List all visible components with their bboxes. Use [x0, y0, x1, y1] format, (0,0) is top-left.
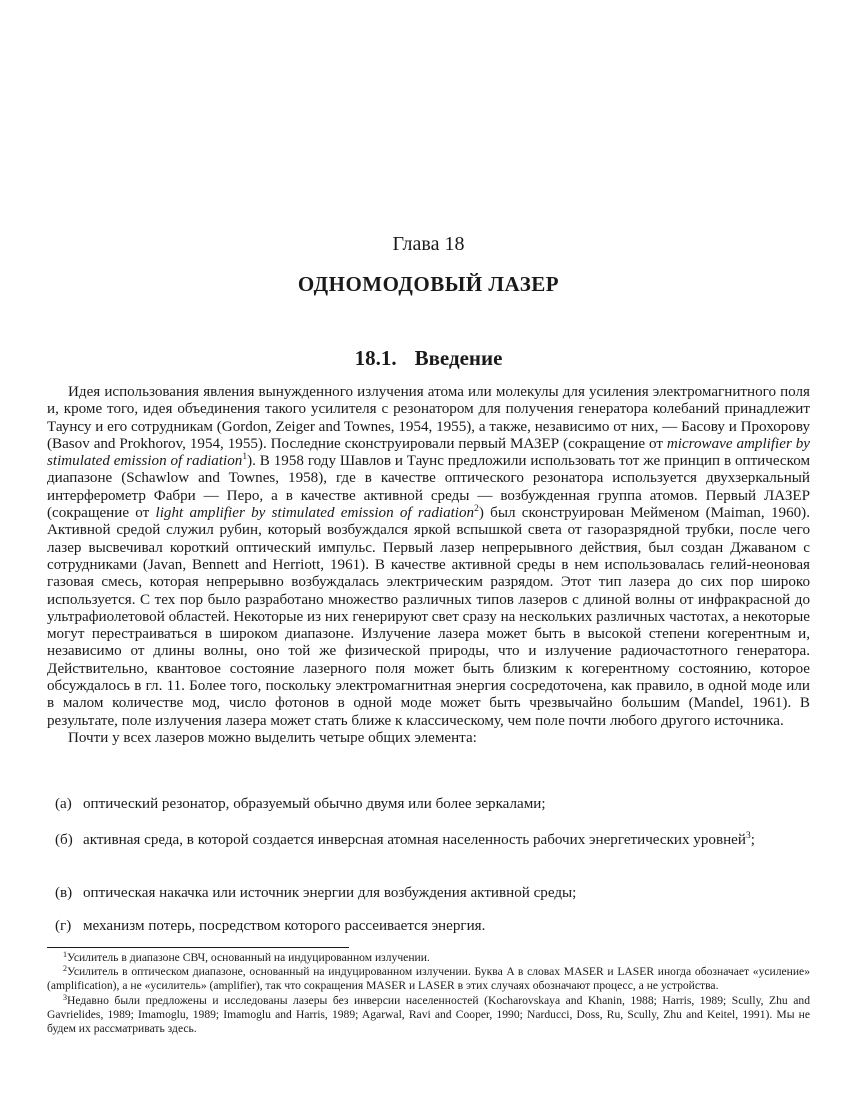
- list-item-text: механизм потерь, посредством которого рассеивается энергия.: [83, 918, 486, 934]
- footnote-number: 2: [63, 964, 67, 974]
- footnote-3: [47, 994, 810, 1037]
- list-marker: (в): [55, 885, 73, 901]
- paragraph-intro-part3: ) был сконструирован Мейменом (Maiman, 1960). Активной средой служил рубин, который возбуждался яркой вспышкой света от газоразрядной трубки, после чего лазер высвечивал короткий оптический импульс. Первый лазер непрерывного действия, был создан Джаваном с сотрудниками (Javan, Bennett and Herriott, 1961). В качестве активной среды в нем использовалась гелий-неоновая газовая смесь, которая непрерывно возбуждалась электрическим разрядом. Этот тип лазера до сих пор широко используется. С тех пор было разработано множество различных типов лазеров с длиной волны от инфракрасной до ультрафиолетовой областей. Некоторые из них генерируют свет сразу на нескольких различных частотах, а некоторые могут перестраиваться в широком диапазоне. Излучение лазера может быть в высокой степени когерентным и, независимо от длины волны, оно той же физической природы, что и излучение радиочастотного генератора. Действительно, квантовое состояние лазерного поля может быть близким к когерентному состоянию, которое обсуждалось в гл. 11. Более того, поскольку электромагнитная энергия сосредоточена, как правило, в одной моде или в малом количестве мод, число фотонов в одной моде может быть чрезвычайно большим (Mandel, 1961). В результате, поле излучения лазера может стать ближе к классическому, чем поле почти любого другого источника.: [47, 505, 810, 729]
- footnote-ref-1[interactable]: 1: [242, 452, 248, 463]
- list-marker: (б): [55, 832, 73, 848]
- paragraph-intro: [47, 384, 810, 730]
- footnote-number: 1: [63, 950, 67, 959]
- list-marker: (а): [55, 796, 72, 812]
- paragraph-intro-part1: Идея использования явления вынужденного излучения атома или молекулы для усиления электромагнитного поля и, кроме того, идея объединения такого усилителя с резонатором для получения генератора колебаний принадлежит Таунсу и его сотрудникам (Gordon, Zeiger and Townes, 1954, 1955), а также, независимо от них, — Басову и Прохорову (Basov and Prokhorov, 1954, 1955). Последние сконструировали первый МАЗЕР (сокращение от: [47, 384, 810, 452]
- footnote-number: 3: [63, 992, 67, 1002]
- list-item-text-tail: ;: [750, 832, 755, 848]
- section-title: Введение: [414, 346, 503, 370]
- footnotes: [47, 951, 810, 1036]
- list-item: [47, 832, 810, 849]
- laser-expansion: light amplifier by stimulated emission of radiation: [155, 505, 475, 522]
- section-number: 18.1.: [354, 346, 397, 370]
- list-item-text: оптическая накачка или источник энергии для возбуждения активной среды;: [83, 885, 577, 901]
- footnote-text: Недавно были предложены и исследованы лазеры без инверсии населенностей (Kocharovskaya and Khanin, 1988; Harris, 1989; Scully, Zhu and Gavrielides, 1989; Imamoglu, 1989; Imamoglu and Harris, 1989; Agarwal, Ravi and Cooper, 1990; Narducci, Doss, Ru, Scully, Zhu and Keitel, 1991). Мы не будем их рассматривать здесь.: [47, 993, 810, 1036]
- chapter-label: Глава 18: [392, 233, 465, 255]
- footnote-text: Усилитель в оптическом диапазоне, основанный на индуцированном излучении. Буква A в словах MASER и LASER иногда обозначает «усиление» (amplification), а не «усилитель» (amplifier), так что сокращения MASER и LASER в этих случаях обозначают процесс, а не устройства.: [47, 965, 810, 993]
- chapter-title: ОДНОМОДОВЫЙ ЛАЗЕР: [297, 272, 560, 296]
- section-heading: [47, 346, 810, 371]
- list-item: [47, 796, 810, 813]
- list-item-text-main: активная среда, в которой создается инверсная атомная населенность рабочих энергетических уровней: [83, 832, 746, 848]
- footnote-separator: [47, 947, 349, 948]
- footnote-ref-2[interactable]: 2: [474, 504, 479, 515]
- list-item: [47, 918, 810, 935]
- list-item-text: оптический резонатор, образуемый обычно двумя или более зеркалами;: [83, 796, 546, 812]
- maser-expansion: microwave amplifier by stimulated emission of radiation: [47, 435, 810, 470]
- list-marker: (г): [55, 918, 72, 934]
- paragraph-elements-intro: Почти у всех лазеров можно выделить четыре общих элемента:: [68, 729, 477, 746]
- list-item-text: [83, 832, 810, 849]
- paragraph-intro-part2: ). В 1958 году Шавлов и Таунс предложили использовать тот же принцип в оптическом диапазоне (Schawlow and Townes, 1958), где в качестве оптического резонатора используется двухзеркальный интерферометр Фабри — Перо, а в качестве активной среды — возбужденная группа атомов. Первый ЛАЗЕР (сокращение от: [47, 453, 811, 522]
- footnote-1: [47, 951, 810, 965]
- body-text: [47, 384, 810, 747]
- list-item: [47, 885, 810, 902]
- footnote-ref-3[interactable]: 3: [745, 831, 751, 841]
- footnote-text: Усилитель в диапазоне СВЧ, основанный на индуцированном излучении.: [67, 951, 430, 964]
- footnote-2: [47, 965, 810, 993]
